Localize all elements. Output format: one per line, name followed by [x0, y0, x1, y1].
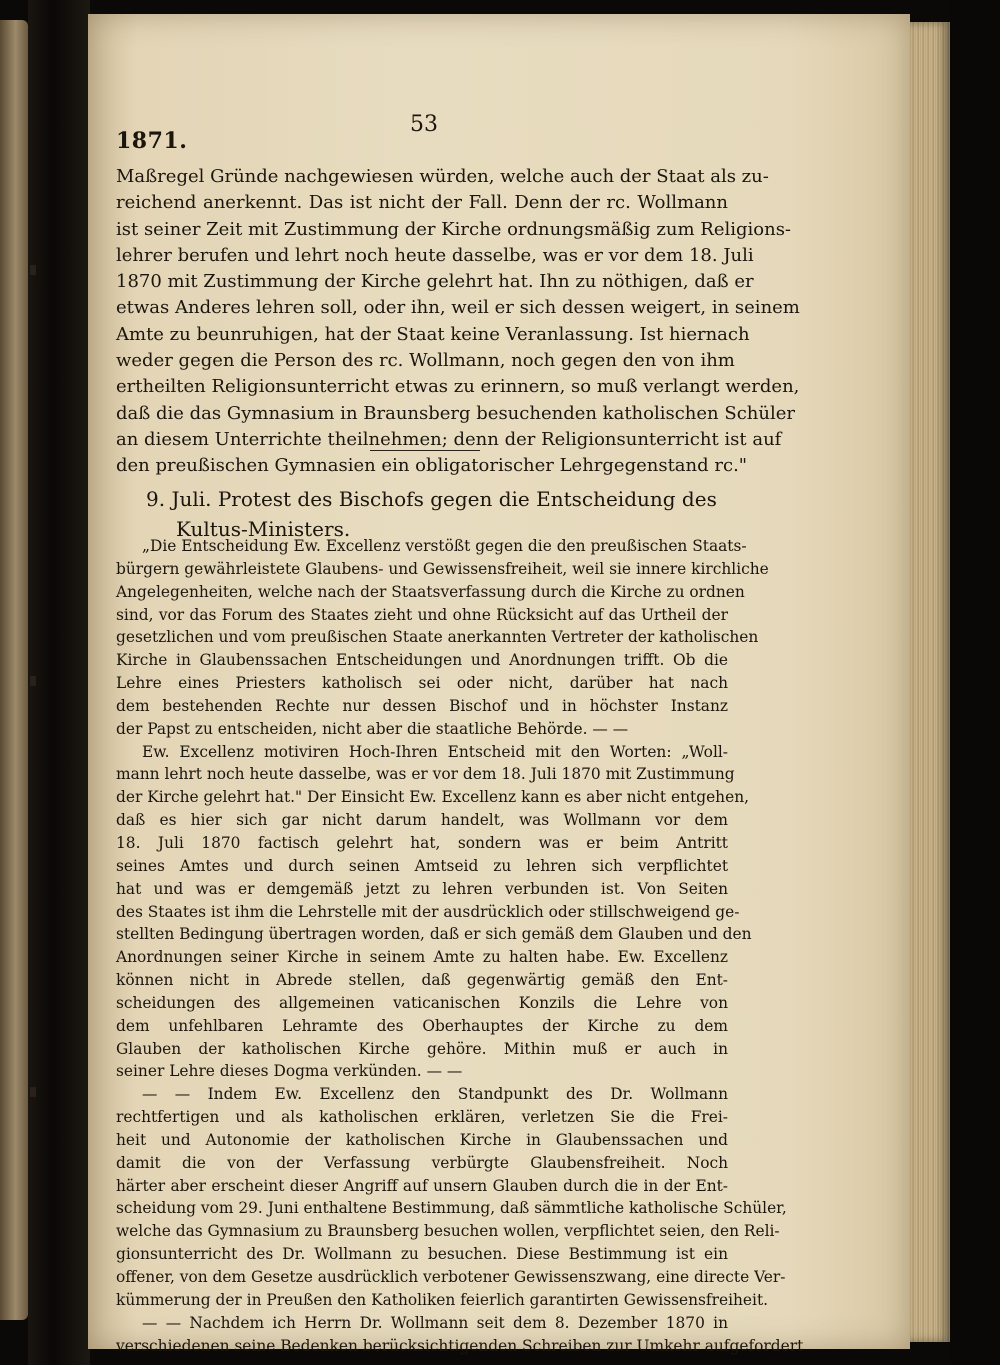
page-content: [88, 14, 910, 1355]
text-line: Maßregel Gründe nachgewiesen würden, welche auch der Staat als zu-: [116, 166, 769, 187]
previous-page-edge: [0, 20, 28, 1320]
binding-mark: [30, 265, 36, 275]
text-line: kümmerung der in Preußen den Katholiken feierlich garantirten Gewissensfreiheit.: [116, 1290, 769, 1309]
text-line: daß die das Gymnasium in Braunsberg besuchenden katholischen Schüler: [116, 402, 795, 424]
text-line: Kirche in Glaubenssachen Entscheidungen und Anordnungen trifft. Ob die: [116, 651, 728, 670]
text-line: daß es hier sich gar nicht darum handelt, was Wollmann vor dem: [116, 811, 728, 830]
section-heading-line: 9. Juli. Protest des Bischofs gegen die Entscheidung des: [146, 487, 717, 511]
text-line: sind, vor das Forum des Staates zieht und ohne Rücksicht auf das Urtheil der: [116, 605, 728, 624]
section-heading-line: Kultus-Ministers.: [176, 517, 351, 541]
text-line: gionsunterricht des Dr. Wollmann zu besuchen. Diese Bestimmung ist ein: [116, 1245, 728, 1264]
text-line: hat und was er demgemäß jetzt zu lehren verbunden ist. Von Seiten: [116, 879, 728, 898]
text-line: ist seiner Zeit mit Zustimmung der Kirche ordnungsmäßig zum Religions-: [116, 218, 792, 240]
text-line: Amte zu beunruhigen, hat der Staat keine Veranlassung. Ist hiernach: [116, 323, 750, 345]
text-line: 1870 mit Zustimmung der Kirche gelehrt hat. Ihn zu nöthigen, daß er: [116, 271, 754, 293]
text-line: härter aber erscheint dieser Angriff auf unsern Glauben durch die in der Ent-: [116, 1176, 728, 1195]
text-line: — — Indem Ew. Excellenz den Standpunkt des Dr. Wollmann: [142, 1085, 728, 1104]
text-line: Lehre eines Priesters katholisch sei oder nicht, darüber hat nach: [116, 674, 728, 693]
page-number: 53: [410, 112, 438, 137]
text-line: der Kirche gelehrt hat." Der Einsicht Ew. Excellenz kann es aber nicht entgehen,: [116, 788, 749, 807]
text-line: stellten Bedingung übertragen worden, daß er sich gemäß dem Glauben und den: [116, 925, 752, 944]
text-line: bürgern gewährleistete Glaubens- und Gewissensfreiheit, weil sie innere kirchliche: [116, 559, 769, 578]
protest-quotation: [116, 535, 804, 1357]
text-line: seiner Lehre dieses Dogma verkünden. — —: [116, 1062, 463, 1081]
text-line: scheidung vom 29. Juni enthaltene Bestimmung, daß sämmtliche katholische Schüler,: [116, 1199, 787, 1218]
text-line: „Die Entscheidung Ew. Excellenz verstößt gegen die den preußischen Staats-: [142, 537, 747, 555]
paragraph-continuation: [116, 164, 800, 480]
binding-mark: [30, 676, 36, 686]
scan-background: [950, 0, 1000, 1365]
text-line: des Staates ist ihm die Lehrstelle mit der ausdrücklich oder stillschweigend ge-: [116, 902, 740, 921]
text-line: rechtfertigen und als katholischen erklären, verletzen Sie die Frei-: [116, 1108, 728, 1127]
page-stack-edge: [910, 22, 950, 1342]
book-gutter: [28, 0, 90, 1365]
text-line: Angelegenheiten, welche nach der Staatsverfassung durch die Kirche zu ordnen: [116, 582, 745, 601]
binding-mark: [30, 1087, 36, 1097]
text-line: offener, von dem Gesetze ausdrücklich verbotener Gewissenszwang, eine directe Ver-: [116, 1268, 786, 1286]
text-line: Glauben der katholischen Kirche gehöre. Mithin muß er auch in: [116, 1039, 728, 1058]
text-line: ertheilten Religionsunterricht etwas zu erinnern, so muß verlangt werden,: [116, 376, 800, 398]
text-line: reichend anerkennt. Das ist nicht der Fall. Denn der rc. Wollmann: [116, 192, 728, 214]
running-header-year: 1871.: [116, 128, 188, 154]
text-line: dem unfehlbaren Lehramte des Oberhauptes der Kirche zu dem: [116, 1016, 728, 1035]
text-line: können nicht in Abrede stellen, daß gegenwärtig gemäß den Ent-: [116, 971, 728, 990]
text-line: weder gegen die Person des rc. Wollmann, noch gegen den von ihm: [116, 350, 735, 372]
text-line: mann lehrt noch heute dasselbe, was er vor dem 18. Juli 1870 mit Zustimmung: [116, 765, 735, 784]
text-line: dem bestehenden Rechte nur dessen Bischof und in höchster Instanz: [116, 696, 728, 715]
text-line: damit die von der Verfassung verbürgte Glaubensfreiheit. Noch: [116, 1153, 728, 1172]
text-line: Anordnungen seiner Kirche in seinem Amte zu halten habe. Ew. Excellenz: [116, 948, 728, 967]
text-line: 18. Juli 1870 factisch gelehrt hat, sondern was er beim Antritt: [116, 833, 728, 852]
text-line: der Papst zu entscheiden, nicht aber die staatliche Behörde. — —: [116, 719, 629, 738]
text-line: scheidungen des allgemeinen vaticanischen Konzils die Lehre von: [116, 993, 728, 1012]
text-line: — — Nachdem ich Herrn Dr. Wollmann seit dem 8. Dezember 1870 in: [142, 1313, 728, 1332]
book-page: [88, 14, 910, 1355]
text-line: seines Amtes und durch seinen Amtseid zu lehren sich verpflichtet: [116, 856, 728, 875]
section-divider: [370, 450, 480, 451]
text-line: gesetzlichen und vom preußischen Staate anerkannten Vertreter der katholischen: [116, 628, 759, 647]
text-line: verschiedenen seine Bedenken berücksichtigenden Schreiben zur Umkehr aufgefordert: [116, 1336, 804, 1355]
text-line: etwas Anderes lehren soll, oder ihn, weil er sich dessen weigert, in seinem: [116, 297, 800, 319]
text-line: welche das Gymnasium zu Braunsberg besuchen wollen, verpflichtet seien, den Reli-: [116, 1222, 780, 1241]
text-line: an diesem Unterrichte theilnehmen; denn der Religionsunterricht ist auf: [116, 428, 782, 450]
text-line: heit und Autonomie der katholischen Kirche in Glaubenssachen und: [116, 1130, 728, 1149]
text-line: Ew. Excellenz motiviren Hoch-Ihren Entscheid mit den Worten: „Woll-: [142, 742, 728, 761]
text-line: den preußischen Gymnasien ein obligatorischer Lehrgegenstand rc.": [116, 455, 748, 477]
text-line: lehrer berufen und lehrt noch heute dasselbe, was er vor dem 18. Juli: [116, 244, 754, 266]
